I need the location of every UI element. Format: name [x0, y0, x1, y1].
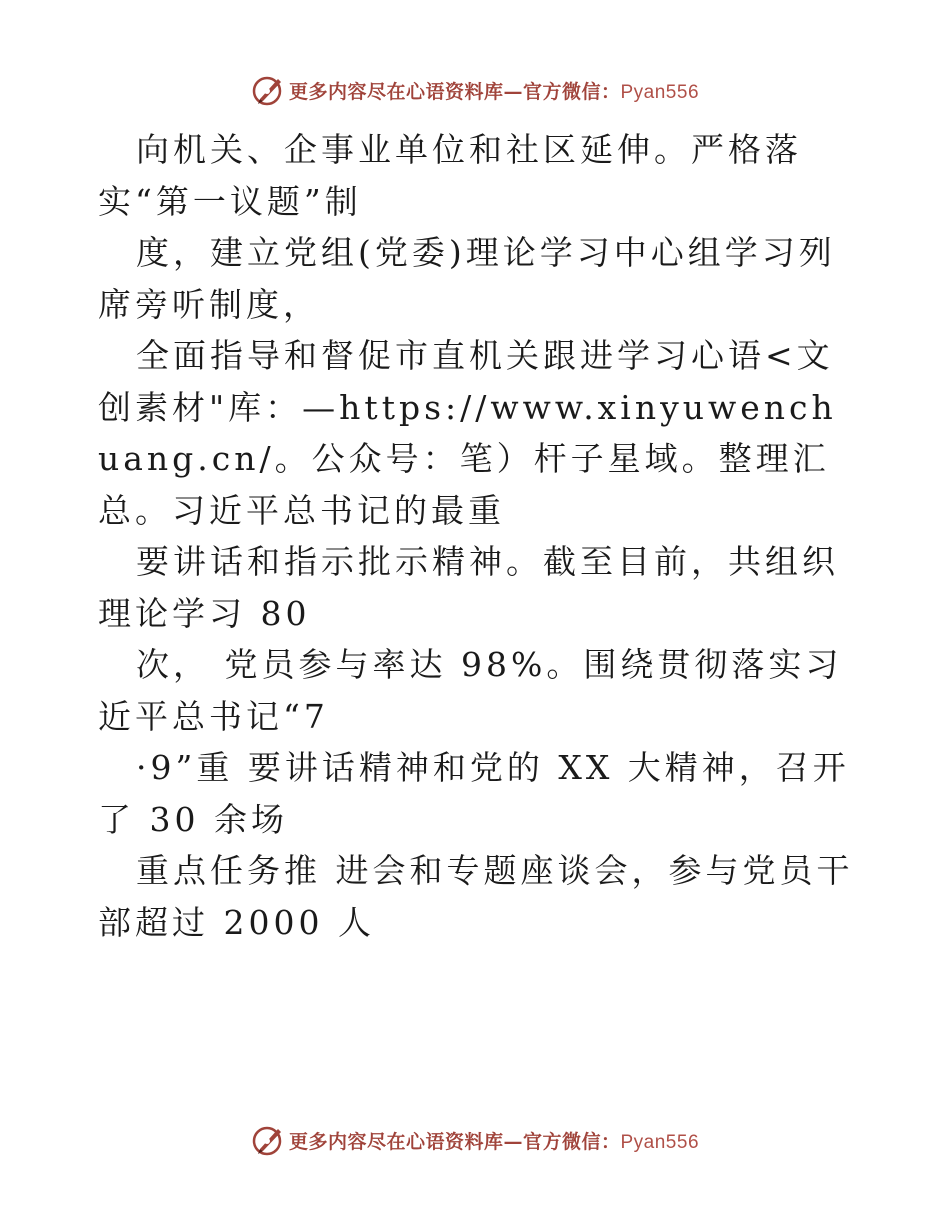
- paragraph-5: 次， 党员参与率达 98%。围绕贯彻落实习近平总书记“7: [98, 645, 843, 736]
- paragraph-6: ·9”重 要讲话精神和党的 XX 大精神，召开了 30 余场: [98, 748, 850, 839]
- paragraph-4: 要讲话和指示批示精神。截至目前，共组织理论学习 80: [98, 542, 839, 633]
- quill-pen-logo-icon: [251, 73, 285, 107]
- paragraph-1: 向机关、企事业单位和社区延伸。严格落实“第一议题”制: [98, 130, 802, 221]
- header-banner: [0, 70, 950, 110]
- footer-banner: [0, 1120, 950, 1160]
- quill-pen-logo-icon: [251, 1123, 285, 1157]
- footer-banner-text: 更多内容尽在心语资料库—官方微信：Pyan556: [288, 1130, 700, 1153]
- paragraph-7: 重点任务推 进会和专题座谈会，参与党员干部超过 2000 人: [98, 851, 854, 942]
- paragraph-2: 度，建立党组(党委)理论学习中心组学习列席旁听制度，: [98, 233, 836, 324]
- paragraph-3: 全面指导和督促市直机关跟进学习心语<文创素材"库：—https://www.xinyuwenchuang.cn/。公众号：笔）杆子星域。整理汇总。习近平总书记的最重: [98, 336, 837, 530]
- header-banner-text: 更多内容尽在心语资料库—官方微信：Pyan556: [288, 80, 700, 103]
- document-body: [98, 124, 858, 948]
